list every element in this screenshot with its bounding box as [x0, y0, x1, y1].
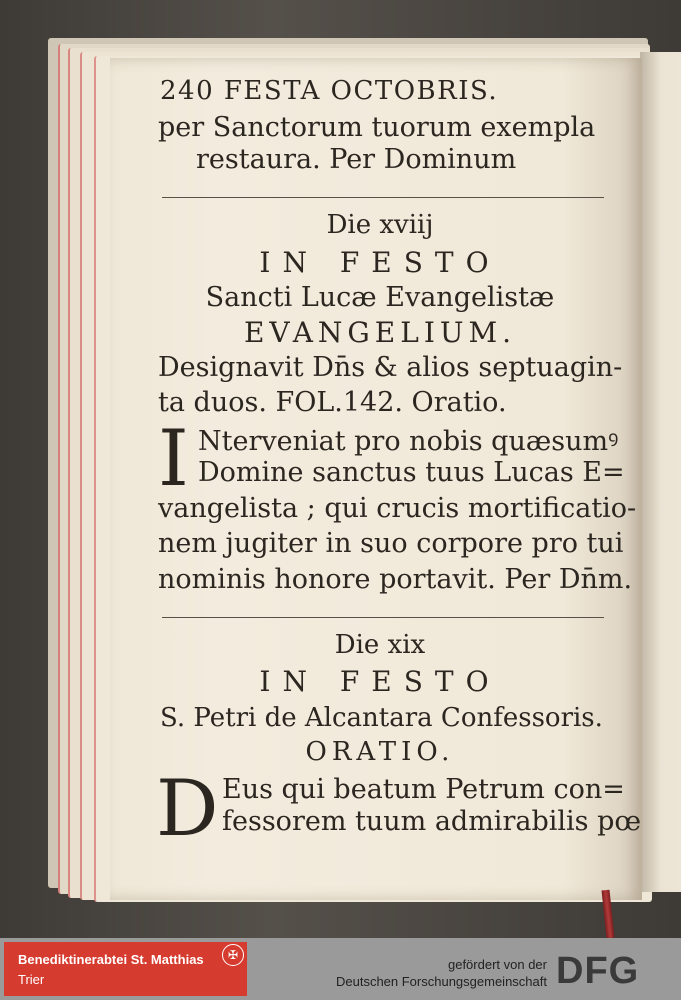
feast-date: Die xviij [326, 210, 434, 240]
divider-rule [162, 617, 604, 618]
dfg-logo[interactable]: DFG [556, 950, 640, 992]
facing-page [640, 52, 681, 892]
feast-heading: IN FESTO [259, 665, 501, 698]
funding-line: gefördert von der [447, 957, 547, 972]
gospel-line: ta duos. FOL.142. Oratio. [158, 387, 507, 418]
text-line: per Sanctorum tuorum exempla [158, 112, 596, 143]
prayer-line: nominis honore portavit. Per Dn̄m. [158, 564, 633, 595]
evangelium-heading: EVANGELIUM. [243, 316, 517, 349]
drop-cap: D [156, 764, 219, 854]
drop-cap: I [158, 414, 189, 504]
oratio-heading: ORATIO. [305, 737, 455, 767]
prayer-line: fessorem tuum admirabilis pœ [222, 806, 642, 837]
prayer-line: Eus qui beatum Petrum con= [222, 774, 625, 805]
institution-badge[interactable] [4, 942, 247, 996]
institution-logo-icon: ✠ [222, 944, 244, 966]
funding-line: Deutschen Forschungsgemeinschaft [335, 974, 547, 989]
institution-name[interactable]: Benediktinerabtei St. Matthias [18, 952, 204, 967]
prayer-line: Nterveniat pro nobis quæsumꝰ [198, 426, 619, 457]
saint-name: Sancti Lucæ Evangelistæ [205, 282, 555, 313]
prayer-line: vangelista ; qui crucis mortificatio- [158, 493, 637, 524]
prayer-line: nem jugiter in suo corpore pro tui [158, 528, 624, 559]
institution-city: Trier [18, 972, 45, 987]
feast-date: Die xix [334, 630, 426, 660]
text-line: restaura. Per Dominum [196, 144, 517, 175]
saint-name: S. Petri de Alcantara Confessoris. [160, 703, 603, 733]
divider-rule [162, 197, 604, 198]
running-head: 240 FESTA OCTOBRIS. [160, 76, 499, 106]
prayer-line: Domine sanctus tuus Lucas E= [198, 457, 625, 488]
feast-heading: IN FESTO [259, 246, 501, 279]
gospel-line: Designavit Dn̄s & alios septuagin- [158, 352, 623, 383]
